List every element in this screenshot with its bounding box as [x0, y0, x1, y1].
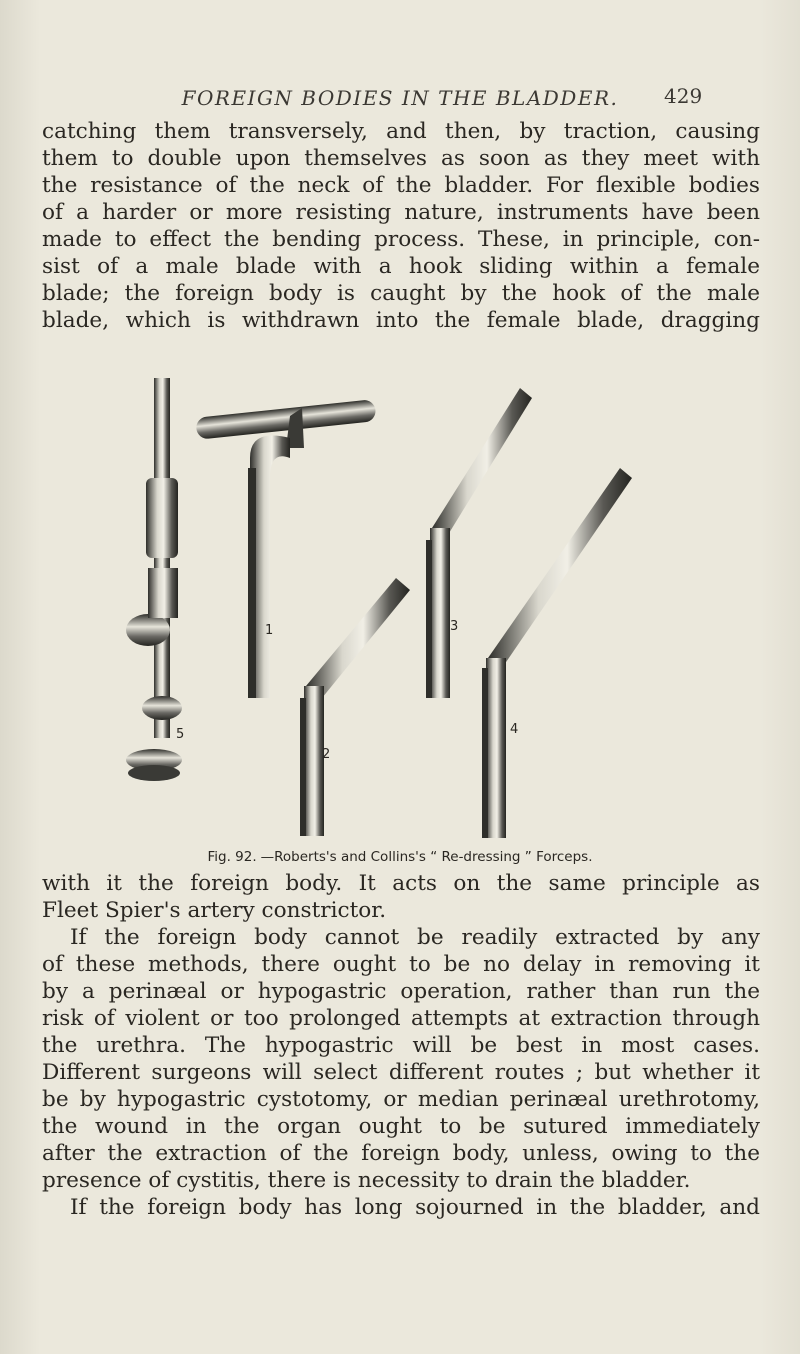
label-3: 3: [450, 619, 459, 634]
text-line: presence of cystitis, there is necessity to drain the bladder.: [42, 1168, 691, 1193]
text-line: blade, which is withdrawn into the female blade, dragging: [42, 308, 760, 333]
text-line: If the foreign body has long sojourned in the bladder, and: [70, 1195, 760, 1220]
instrument-2: [300, 578, 410, 836]
text-line: by a perinæal or hypogastric operation, rather than run the: [42, 979, 760, 1004]
text-line: with it the foreign body. It acts on the same principle as: [42, 871, 760, 896]
instrument-5: [126, 378, 185, 781]
label-2: 2: [322, 747, 331, 762]
text-line: the resistance of the neck of the bladder. For flexible bodies: [42, 173, 760, 198]
text-line: If the foreign body cannot be readily extracted by any: [70, 925, 760, 950]
label-4: 4: [510, 722, 519, 737]
text-line: Different surgeons will select different routes ; but whether it: [42, 1060, 760, 1085]
text-line: blade; the foreign body is caught by the hook of the male: [42, 281, 760, 306]
running-title: FOREIGN BODIES IN THE BLADDER.: [181, 86, 619, 110]
text-line: catching them transversely, and then, by traction, causing: [42, 119, 760, 144]
text-line: sist of a male blade with a hook sliding within a female: [42, 254, 760, 279]
text-line: after the extraction of the foreign body, unless, owing to the: [42, 1141, 760, 1166]
text-line: Fleet Spier's artery constrictor.: [42, 898, 387, 923]
page-number: 429: [664, 84, 703, 108]
text-line: the wound in the organ ought to be sutured immediately: [42, 1114, 760, 1139]
forceps-illustration: [100, 368, 700, 848]
text-line: of a harder or more resisting nature, instruments have been: [42, 200, 760, 225]
text-line: the urethra. The hypogastric will be best in most cases.: [42, 1033, 760, 1058]
figure-number: Fig. 92.: [207, 849, 257, 865]
instrument-3: [426, 388, 532, 698]
text-line: made to effect the bending process. These, in principle, con-: [42, 227, 760, 252]
text-line: risk of violent or too prolonged attempts at extraction through: [42, 1006, 760, 1031]
body-text: [42, 870, 760, 1221]
text-line: them to double upon themselves as soon as they meet with: [42, 146, 760, 171]
instrument-4: [482, 468, 632, 838]
top-paragraph: [42, 118, 760, 334]
text-line: of these methods, there ought to be no delay in removing it: [42, 952, 760, 977]
label-5: 5: [176, 727, 185, 742]
figure-caption: [0, 849, 800, 865]
label-1: 1: [265, 623, 274, 638]
figure-caption-text: —Roberts's and Collins's “ Re-dressing ” Forceps.: [260, 849, 593, 865]
text-line: be by hypogastric cystotomy, or median perinæal urethrotomy,: [42, 1087, 760, 1112]
